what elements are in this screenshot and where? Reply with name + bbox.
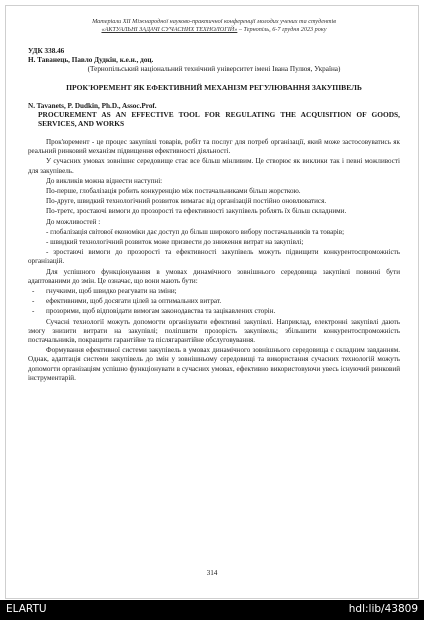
conference-line-2: [28, 26, 400, 34]
list-item-text: ефективними, щоб досягати цілей за оптимальних витрат.: [46, 297, 222, 306]
affiliation: (Тернопільський національний технічний університет імені Івана Пулюя, Україна): [87, 65, 341, 73]
conference-place-date: – Тернопіль, 6-7 грудня 2023 року: [237, 26, 327, 33]
title-ua: ПРОК'ЮРЕМЕНТ ЯК ЕФЕКТИВНИЙ МЕХАНІЗМ РЕГУЛЮВАННЯ ЗАКУПІВЕЛЬ: [66, 83, 362, 92]
paragraph: По-перше, глобалізація робить конкуренцію між постачальниками більш жорсткою.: [46, 187, 301, 196]
title-en: PROCUREMENT AS AN EFFECTIVE TOOL FOR REGULATING THE ACQUISITION OF GOODS, SERVICES, AND WORKS: [38, 110, 400, 128]
paragraph: - глобалізація світової економіки дає доступ до більш широкого вибору постачальників та товарів;: [46, 227, 345, 236]
paragraph: По-третє, зростаючі вимоги до прозорості та ефективності закупівель роблять їх більш складними.: [46, 207, 347, 216]
handle-id: hdl:lib/43809: [348, 603, 418, 615]
paragraph: Сучасні технології можуть допомогти організувати ефективні закупівлі. Наприклад, електронні закупівлі дають змогу знизити витрати на закупівлі; поліпшити прозорість закупівель; збільшити конкурентоспроможність постачальників, покращити гарантійне та післягарантійне обслуговування.: [28, 317, 400, 345]
list-item: [28, 297, 400, 306]
repository-footer-bar: [0, 600, 424, 620]
article-body: [28, 138, 400, 383]
repository-name: ELARTU: [6, 603, 47, 615]
list-bullet: -: [32, 307, 35, 316]
authors-ua: Н. Таванець, Павло Дудкін, к.е.н., доц.: [28, 56, 154, 64]
paragraph: У сучасних умовах зовнішнє середовище стає все більш мінливим. Це створює як виклики так і певні можливості для закупівель.: [28, 157, 400, 175]
list-item-text: гнучкими, щоб швидко реагувати на зміни;: [46, 287, 177, 296]
list-item: [28, 307, 400, 316]
paragraph: До можливостей :: [46, 217, 101, 226]
page-frame: [5, 5, 419, 599]
paragraph: До викликів можна віднести наступні:: [46, 176, 163, 185]
list-item-text: прозорими, щоб відповідати вимогам законодавства та зацікавлених сторін.: [46, 307, 276, 316]
paper-page: [28, 18, 400, 384]
list-bullet: -: [32, 287, 35, 296]
paragraph: По-друге, швидкий технологічний розвиток вимагає від організацій постійно оновлюватися.: [46, 197, 327, 206]
conference-name: «АКТУАЛЬНІ ЗАДАЧІ СУЧАСНИХ ТЕХНОЛОГІЙ»: [101, 26, 238, 33]
paragraph: Формування ефективної системи закупівель в умовах динамічного зовнішнього середовища є складним завданням. Однак, адаптація системи закупівель до змін у зовнішньому середовищі та використання сучасних технологій можуть допомогти організаціям успішно функціонувати в сучасних умовах, ефективно використовуючи увесь існуючий ринковий інструментарій.: [28, 346, 400, 382]
list-item: [28, 287, 400, 296]
authors-en: N. Tavanets, P. Dudkin, Ph.D., Assoc.Prof.: [28, 102, 157, 110]
page-number: 314: [206, 569, 218, 577]
paragraph: - зростаючі вимоги до прозорості та ефективності закупівель можуть підвищити конкурентоспроможність організацій.: [28, 248, 400, 266]
conference-line-1: Матеріали ХІІ Міжнародної науково-практичної конференції молодих учених та студентів: [92, 18, 336, 25]
paragraph: - швидкий технологічний розвиток може призвести до зниження витрат на закупівлі;: [46, 238, 304, 247]
conference-header: [28, 18, 400, 34]
udk-code: УДК 338.46: [28, 47, 65, 55]
paragraph: Прок'юремент - це процес закупівлі товарів, робіт та послуг для потреб організації, який може застосовуватись як реальний ринковий механізм підвищення ефективності діяльності.: [28, 138, 400, 156]
list-bullet: -: [32, 297, 35, 306]
paragraph: Для успішного функціонування в умовах динамічного зовнішнього середовища закупівлі повинні бути адаптованими до змін. Це означає, що вони мають бути:: [28, 267, 400, 285]
